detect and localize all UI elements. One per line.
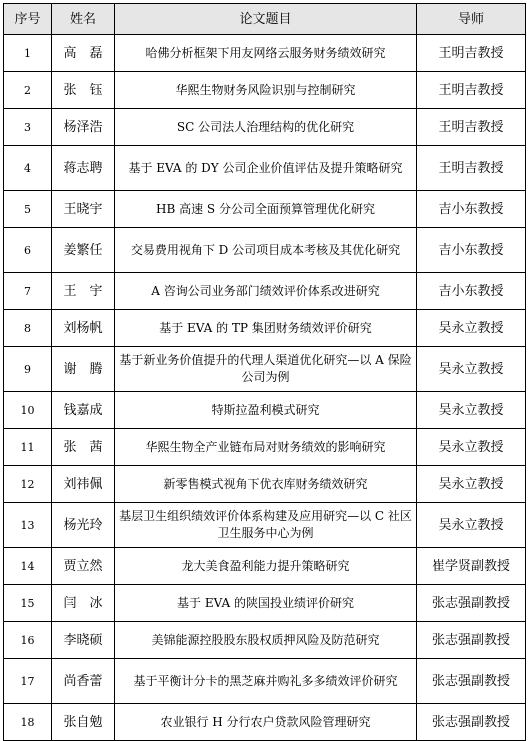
table-row xyxy=(4,347,526,392)
cell-advisor: 吉小东教授 xyxy=(417,273,526,310)
table-row xyxy=(4,466,526,503)
cell-title: A 咨询公司业务部门绩效评价体系改进研究 xyxy=(115,273,417,310)
cell-no: 1 xyxy=(4,35,52,72)
table-row xyxy=(4,109,526,146)
cell-name: 杨光玲 xyxy=(52,503,115,548)
cell-advisor: 吴永立教授 xyxy=(417,347,526,392)
cell-no: 2 xyxy=(4,72,52,109)
table-row xyxy=(4,704,526,741)
cell-name: 张 钰 xyxy=(52,72,115,109)
cell-name: 刘杨帆 xyxy=(52,310,115,347)
cell-no: 14 xyxy=(4,548,52,585)
cell-title: 基于新业务价值提升的代理人渠道优化研究—以 A 保险公司为例 xyxy=(115,347,417,392)
cell-advisor: 吴永立教授 xyxy=(417,503,526,548)
cell-no: 8 xyxy=(4,310,52,347)
cell-advisor: 吉小东教授 xyxy=(417,191,526,228)
cell-advisor: 张志强副教授 xyxy=(417,622,526,659)
cell-title: 基于 EVA 的陕国投业绩评价研究 xyxy=(115,585,417,622)
header-title: 论文题目 xyxy=(115,4,417,35)
cell-title: 美锦能源控股股东股权质押风险及防范研究 xyxy=(115,622,417,659)
cell-name: 蒋志聘 xyxy=(52,146,115,191)
cell-title: 华熙生物财务风险识别与控制研究 xyxy=(115,72,417,109)
thesis-table xyxy=(3,3,526,741)
cell-name: 王 宇 xyxy=(52,273,115,310)
cell-advisor: 王明吉教授 xyxy=(417,109,526,146)
cell-title: 农业银行 H 分行农户贷款风险管理研究 xyxy=(115,704,417,741)
cell-title: 基于 EVA 的 DY 公司企业价值评估及提升策略研究 xyxy=(115,146,417,191)
cell-title: 哈佛分析框架下用友网络云服务财务绩效研究 xyxy=(115,35,417,72)
table-header-row xyxy=(4,4,526,35)
cell-no: 18 xyxy=(4,704,52,741)
cell-no: 11 xyxy=(4,429,52,466)
cell-title: 特斯拉盈利模式研究 xyxy=(115,392,417,429)
cell-advisor: 张志强副教授 xyxy=(417,704,526,741)
cell-advisor: 张志强副教授 xyxy=(417,659,526,704)
cell-advisor: 吴永立教授 xyxy=(417,392,526,429)
cell-title: 新零售模式视角下优衣库财务绩效研究 xyxy=(115,466,417,503)
cell-no: 15 xyxy=(4,585,52,622)
cell-name: 贾立然 xyxy=(52,548,115,585)
cell-no: 6 xyxy=(4,228,52,273)
cell-no: 12 xyxy=(4,466,52,503)
table-row xyxy=(4,503,526,548)
cell-no: 17 xyxy=(4,659,52,704)
cell-advisor: 张志强副教授 xyxy=(417,585,526,622)
table-row xyxy=(4,273,526,310)
table-row xyxy=(4,191,526,228)
cell-no: 5 xyxy=(4,191,52,228)
table-row xyxy=(4,659,526,704)
cell-title: 基层卫生组织绩效评价体系构建及应用研究—以 C 社区卫生服务中心为例 xyxy=(115,503,417,548)
cell-title: 基于 EVA 的 TP 集团财务绩效评价研究 xyxy=(115,310,417,347)
cell-title: 交易费用视角下 D 公司项目成本考核及其优化研究 xyxy=(115,228,417,273)
cell-advisor: 吴永立教授 xyxy=(417,466,526,503)
cell-title: 华熙生物全产业链布局对财务绩效的影响研究 xyxy=(115,429,417,466)
cell-advisor: 王明吉教授 xyxy=(417,72,526,109)
cell-name: 刘祎佩 xyxy=(52,466,115,503)
table-row xyxy=(4,72,526,109)
table-row xyxy=(4,429,526,466)
cell-name: 张自勉 xyxy=(52,704,115,741)
cell-advisor: 崔学贤副教授 xyxy=(417,548,526,585)
cell-name: 李晓硕 xyxy=(52,622,115,659)
cell-name: 谢 腾 xyxy=(52,347,115,392)
table-row xyxy=(4,146,526,191)
header-name: 姓名 xyxy=(52,4,115,35)
cell-no: 16 xyxy=(4,622,52,659)
cell-no: 4 xyxy=(4,146,52,191)
cell-title: 龙大美食盈利能力提升策略研究 xyxy=(115,548,417,585)
cell-name: 王晓宇 xyxy=(52,191,115,228)
table-row xyxy=(4,310,526,347)
table-row xyxy=(4,35,526,72)
cell-name: 张 茜 xyxy=(52,429,115,466)
table-row xyxy=(4,622,526,659)
cell-advisor: 吉小东教授 xyxy=(417,228,526,273)
cell-name: 钱嘉成 xyxy=(52,392,115,429)
header-advisor: 导师 xyxy=(417,4,526,35)
cell-no: 10 xyxy=(4,392,52,429)
cell-advisor: 王明吉教授 xyxy=(417,35,526,72)
cell-name: 杨泽浩 xyxy=(52,109,115,146)
cell-advisor: 王明吉教授 xyxy=(417,146,526,191)
table-row xyxy=(4,228,526,273)
cell-advisor: 吴永立教授 xyxy=(417,310,526,347)
cell-name: 高 磊 xyxy=(52,35,115,72)
cell-no: 9 xyxy=(4,347,52,392)
cell-title: HB 高速 S 分公司全面预算管理优化研究 xyxy=(115,191,417,228)
cell-name: 姜繁任 xyxy=(52,228,115,273)
cell-advisor: 吴永立教授 xyxy=(417,429,526,466)
table-row xyxy=(4,392,526,429)
cell-name: 闫 冰 xyxy=(52,585,115,622)
cell-no: 7 xyxy=(4,273,52,310)
cell-title: 基于平衡计分卡的黑芝麻并购礼多多绩效评价研究 xyxy=(115,659,417,704)
header-no: 序号 xyxy=(4,4,52,35)
table-row xyxy=(4,585,526,622)
cell-name: 尚香蕾 xyxy=(52,659,115,704)
cell-title: SC 公司法人治理结构的优化研究 xyxy=(115,109,417,146)
table-row xyxy=(4,548,526,585)
cell-no: 3 xyxy=(4,109,52,146)
cell-no: 13 xyxy=(4,503,52,548)
